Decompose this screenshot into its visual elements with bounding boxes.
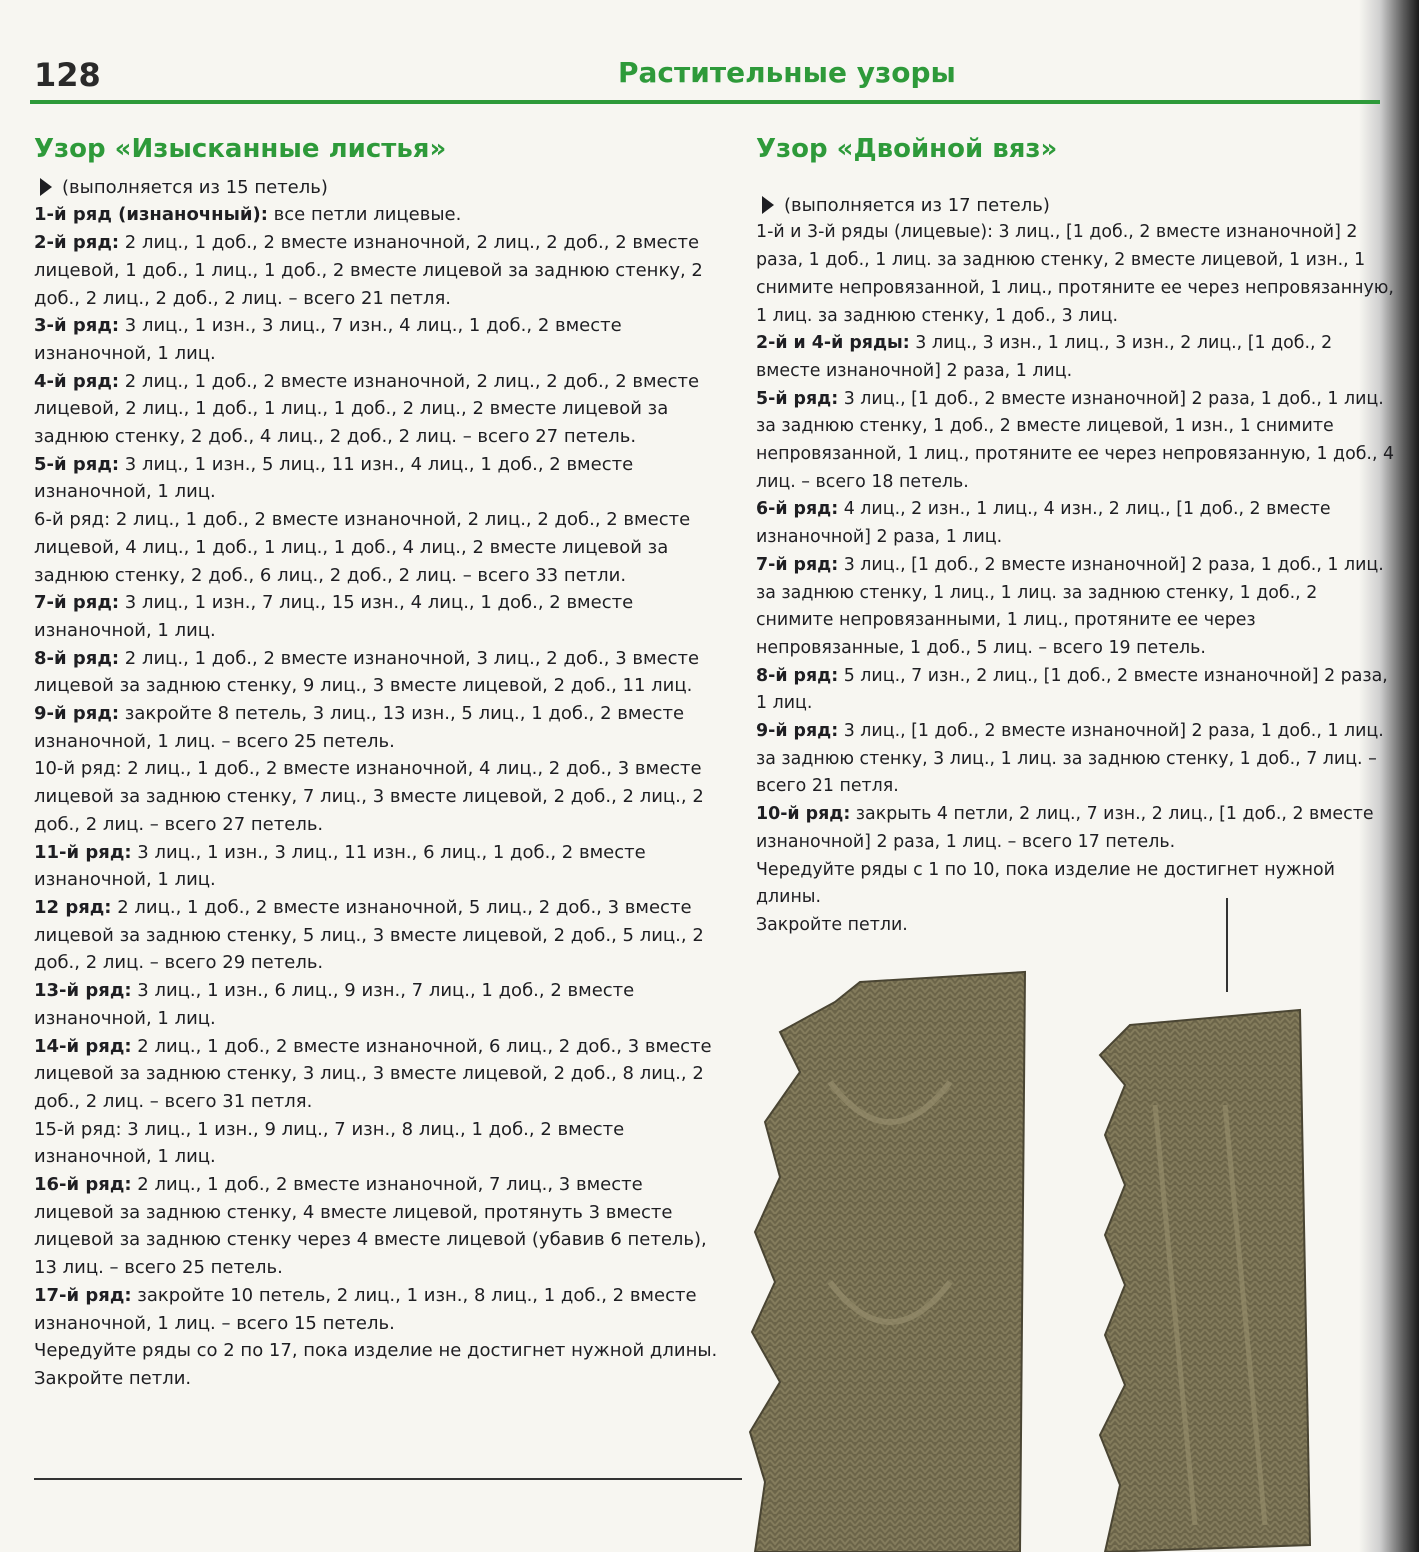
row-instructions [34, 201, 724, 1337]
row-text: 3 лиц., [1 доб., 2 вместе изнаночной] 2 раза, 1 доб., 1 лиц. за заднюю стенку, 1 лиц., 1 лиц. за заднюю стенку, 1 доб., 2 снимите непровязанными, 1 лиц., протяните ее через непровязанные, 1 доб., 5 лиц. – всего 19 петель. [756, 554, 1384, 658]
row-text: 2 лиц., 1 доб., 2 вместе изнаночной, 3 лиц., 2 доб., 3 вместе лицевой за заднюю стенку, 9 лиц., 3 вместе лицевой, 2 доб., 11 лиц. [34, 647, 700, 697]
repeat-instruction: Чередуйте ряды с 1 по 10, пока изделие не достигнет нужной длины. [756, 859, 1335, 908]
row-17 [34, 1282, 724, 1337]
row-10 [34, 755, 724, 838]
header-rule [30, 100, 1380, 104]
section-title: Растительные узоры [618, 56, 956, 89]
row-2 [34, 229, 724, 312]
row-text: все петли лицевые. [267, 204, 462, 226]
row-label: 9-й ряд: [34, 703, 120, 725]
row-8 [756, 663, 1396, 718]
cast-on-text: (выполняется из 15 петель) [62, 177, 328, 198]
row-text: 6-й ряд: 2 лиц., 1 доб., 2 вместе изнаночной, 2 лиц., 2 доб., 2 вместе лицевой, 4 лиц., 1 доб., 1 лиц., 1 доб., 4 лиц., 2 вместе лицевой за заднюю стенку, 2 доб., 6 лиц., 2 доб., 2 лиц. – всего 33 петли. [34, 509, 691, 586]
column-bottom-rule [34, 1478, 742, 1480]
row-12 [34, 894, 724, 977]
pattern-title: Узор «Двойной вяз» [756, 134, 1058, 164]
row-text: 1-й и 3-й ряды (лицевые): 3 лиц., [1 доб., 2 вместе изнаночной] 2 раза, 1 доб., 1 лиц. за заднюю стенку, 2 вместе лицевой, 1 изн., 1 снимите непровязанной, 1 лиц., протяните ее через непровязанную, 1 лиц. за заднюю стенку, 1 доб., 3 лиц. [756, 222, 1394, 326]
divider-rule [1226, 898, 1228, 992]
cast-on-line [756, 192, 1396, 219]
row-text: 3 лиц., 1 изн., 3 лиц., 11 изн., 6 лиц., 1 доб., 2 вместе изнаночной, 1 лиц. [34, 841, 646, 891]
row-10 [756, 801, 1396, 856]
row-label: 14-й ряд: [34, 1035, 132, 1057]
row-2-4 [756, 330, 1396, 385]
row-16 [34, 1171, 724, 1282]
row-label: 13-й ряд: [34, 980, 132, 1002]
row-text: 15-й ряд: 3 лиц., 1 изн., 9 лиц., 7 изн., 8 лиц., 1 доб., 2 вместе изнаночной, 1 лиц. [34, 1118, 625, 1168]
finish-instruction: Закройте петли. [756, 914, 908, 935]
row-text: закройте 8 петель, 3 лиц., 13 изн., 5 лиц., 1 доб., 2 вместе изнаночной, 1 лиц. – всего 25 петель. [34, 703, 685, 752]
row-15 [34, 1116, 724, 1171]
row-5 [756, 386, 1396, 497]
row-text: 2 лиц., 1 доб., 2 вместе изнаночной, 2 лиц., 2 доб., 2 вместе лицевой, 1 доб., 1 лиц., 1 доб., 2 вместе лицевой за заднюю стенку, 2 доб., 2 лиц., 2 доб., 2 лиц. – всего 21 петля. [34, 232, 703, 309]
row-7 [34, 589, 724, 644]
page-number: 128 [34, 56, 101, 94]
row-9 [34, 700, 724, 755]
row-text: 4 лиц., 2 изн., 1 лиц., 4 изн., 2 лиц., [1 доб., 2 вместе изнаночной] 2 раза, 1 лиц. [756, 499, 1331, 548]
row-label: 5-й ряд: [34, 453, 120, 475]
row-label: 11-й ряд: [34, 841, 132, 863]
row-label: 7-й ряд: [34, 592, 120, 614]
row-text: 2 лиц., 1 доб., 2 вместе изнаночной, 2 лиц., 2 доб., 2 вместе лицевой, 2 лиц., 1 доб., 1 лиц., 1 доб., 2 лиц., 2 вместе лицевой за заднюю стенку, 2 доб., 4 лиц., 2 доб., 2 лиц. – всего 27 петель. [34, 370, 700, 448]
row-label: 2-й и 4-й ряды: [756, 333, 910, 354]
row-label: 9-й ряд: [756, 721, 839, 742]
row-label: 10-й ряд: [756, 804, 851, 825]
row-label: 12 ряд: [34, 896, 112, 918]
row-text: 3 лиц., [1 доб., 2 вместе изнаночной] 2 раза, 1 доб., 1 лиц. за заднюю стенку, 1 доб., 2 вместе лицевой, 1 изн., 1 снимите непровязанной, 1 лиц., протяните ее через непровязанную, 1 доб., 4 лиц. – всего 18 петель. [756, 388, 1395, 492]
row-label: 6-й ряд: [756, 499, 839, 520]
cast-on-text: (выполняется из 17 петель) [784, 195, 1050, 216]
row-label: 5-й ряд: [756, 388, 839, 409]
row-label: 8-й ряд: [756, 665, 839, 686]
row-label: 4-й ряд: [34, 370, 120, 392]
swatch-photo-double-elm [1085, 1005, 1325, 1552]
row-9 [756, 718, 1396, 801]
row-label: 17-й ряд: [34, 1284, 132, 1306]
row-label: 8-й ряд: [34, 647, 120, 669]
cast-on-line [34, 174, 724, 201]
row-text: 2 лиц., 1 доб., 2 вместе изнаночной, 6 лиц., 2 доб., 3 вместе лицевой за заднюю стенку, 3 лиц., 3 вместе лицевой, 2 доб., 8 лиц., 2 доб., 2 лиц. – всего 31 петля. [34, 1035, 712, 1112]
row-1 [34, 201, 724, 229]
row-label: 7-й ряд: [756, 554, 839, 575]
row-7 [756, 552, 1396, 663]
row-text: 3 лиц., [1 доб., 2 вместе изнаночной] 2 раза, 1 доб., 1 лиц. за заднюю стенку, 3 лиц., 1 лиц. за заднюю стенку, 1 доб., 7 лиц. – всего 21 петля. [756, 721, 1384, 797]
row-5 [34, 451, 724, 506]
row-6 [756, 496, 1396, 551]
row-13 [34, 977, 724, 1032]
row-text: закрыть 4 петли, 2 лиц., 7 изн., 2 лиц., [1 доб., 2 вместе изнаночной] 2 раза, 1 лиц. – всего 17 петель. [756, 804, 1374, 852]
row-text: закройте 10 петель, 2 лиц., 1 изн., 8 лиц., 1 доб., 2 вместе изнаночной, 1 лиц. – всего 15 петель. [34, 1284, 697, 1334]
pattern-title: Узор «Изысканные листья» [34, 134, 447, 164]
row-text: 3 лиц., 1 изн., 3 лиц., 7 изн., 4 лиц., 1 доб., 2 вместе изнаночной, 1 лиц. [34, 315, 622, 364]
row-4 [34, 368, 724, 451]
pattern-double-elm [756, 134, 1396, 939]
row-text: 3 лиц., 3 изн., 1 лиц., 3 изн., 2 лиц., [1 доб., 2 вместе изнаночной] 2 раза, 1 лиц. [756, 333, 1333, 381]
row-3 [34, 312, 724, 367]
row-label: 2-й ряд: [34, 232, 120, 254]
row-label: 3-й ряд: [34, 315, 120, 337]
row-label: 16-й ряд: [34, 1174, 132, 1196]
row-text: 5 лиц., 7 изн., 2 лиц., [1 доб., 2 вместе изнаночной] 2 раза, 1 лиц. [756, 665, 1388, 714]
row-11 [34, 839, 724, 894]
row-text: 10-й ряд: 2 лиц., 1 доб., 2 вместе изнаночной, 4 лиц., 2 доб., 3 вместе лицевой за заднюю стенку, 7 лиц., 3 вместе лицевой, 2 доб., 2 лиц., 2 доб., 2 лиц. – всего 27 петель. [34, 758, 704, 835]
bullet-triangle-icon [762, 196, 774, 214]
row-text: 2 лиц., 1 доб., 2 вместе изнаночной, 5 лиц., 2 доб., 3 вместе лицевой за заднюю стенку, 5 лиц., 3 вместе лицевой, 2 доб., 5 лиц., 2 доб., 2 лиц. – всего 29 петель. [34, 896, 704, 974]
row-text: 3 лиц., 1 изн., 7 лиц., 15 изн., 4 лиц., 1 доб., 2 вместе изнаночной, 1 лиц. [34, 592, 634, 641]
row-8 [34, 645, 724, 700]
finish-instruction: Закройте петли. [34, 1367, 192, 1389]
row-1-3 [756, 219, 1396, 330]
row-14 [34, 1033, 724, 1116]
bullet-triangle-icon [40, 178, 52, 196]
row-instructions [756, 219, 1396, 856]
row-text: 3 лиц., 1 изн., 6 лиц., 9 изн., 7 лиц., 1 доб., 2 вместе изнаночной, 1 лиц. [34, 980, 635, 1029]
row-text: 3 лиц., 1 изн., 5 лиц., 11 изн., 4 лиц., 1 доб., 2 вместе изнаночной, 1 лиц. [34, 453, 634, 503]
row-6 [34, 506, 724, 589]
row-text: 2 лиц., 1 доб., 2 вместе изнаночной, 7 лиц., 3 вместе лицевой за заднюю стенку, 4 вместе лицевой, протянуть 3 вместе лицевой за заднюю стенку через 4 вместе лицевой (убавив 6 петель), 13 лиц. – всего 25 петель. [34, 1174, 707, 1279]
pattern-leaves [34, 134, 724, 1392]
swatch-photo-leaves [740, 962, 1040, 1552]
row-label: 1-й ряд (изнаночный): [34, 204, 268, 226]
repeat-instruction: Чередуйте ряды со 2 по 17, пока изделие не достигнет нужной длины. [34, 1340, 718, 1362]
